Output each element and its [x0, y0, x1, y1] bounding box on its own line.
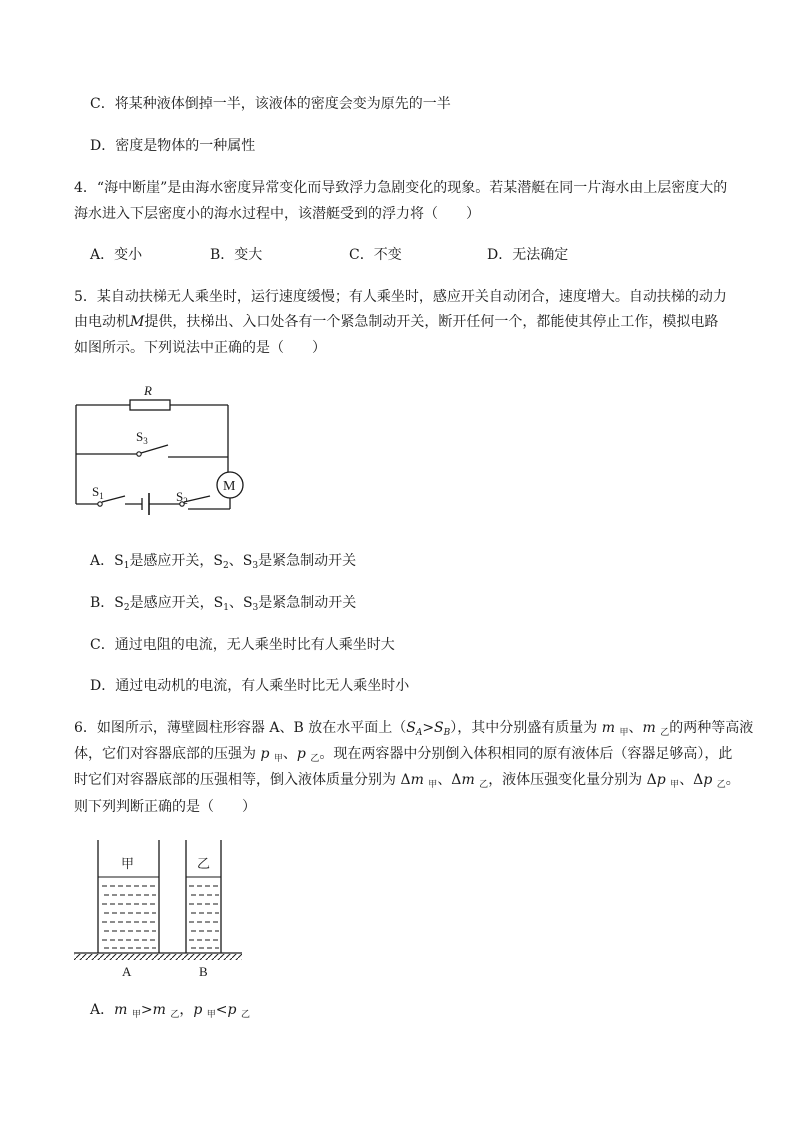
q5-stem-line3: 如图所示。下列说法中正确的是（ ） — [74, 340, 326, 356]
q4-option-b: B．变大 — [210, 247, 263, 263]
q5-stem-line1: 5．某自动扶梯无人乘坐时，运行速度缓慢；有人乘坐时，感应开关自动闭合，速度增大。自动扶梯的动力 — [74, 289, 727, 305]
q4-option-c: C．不变 — [349, 247, 402, 263]
q6-stem-line2: 体，它们对容器底部的压强为 p $_甲$、p $_乙$。现在两容器中分别倒入体积相同的原有液体后（容器足够高），此 — [74, 746, 733, 764]
q6-stem-line1: 6．如图所示，薄壁圆柱形容器 A、B 放在水平面上$(S_A>S_B)$，其中分别盛有质量为 m $_甲$、m $_乙$的两种等高液 — [74, 720, 754, 738]
q5-option-b: B．$S_2$是感应开关，$S_1$、$S_3$是紧急制动开关 — [90, 595, 357, 613]
q4-option-a: A．变小 — [90, 247, 143, 263]
q4-stem-line1: 4．“海中断崖”是由海水密度异常变化而导致浮力急剧变化的现象。若某潜艇在同一片海水由上层密度大的 — [74, 180, 728, 196]
label-b: B — [199, 964, 208, 979]
q4-stem-line2: 海水进入下层密度小的海水过程中，该潜艇受到的浮力将（ ） — [74, 206, 480, 222]
circuit-diagram — [70, 375, 250, 520]
q3-option-d: D．密度是物体的一种属性 — [90, 138, 256, 154]
resistor-label: R — [144, 383, 152, 398]
q4-option-d: D．无法确定 — [487, 247, 569, 263]
q3-option-c: C．将某种液体倒掉一半，该液体的密度会变为原先的一半 — [90, 96, 451, 112]
label-a: A — [122, 964, 132, 979]
label-yi: 乙 — [197, 856, 211, 871]
s1-label: $S_1$ — [92, 484, 104, 501]
motor-label: M — [223, 479, 236, 494]
s3-label: $S_3$ — [136, 429, 148, 446]
q5-option-a: A．$S_1$是感应开关，$S_2$、$S_3$是紧急制动开关 — [90, 553, 357, 571]
containers-diagram — [70, 838, 250, 980]
label-jia: 甲 — [121, 856, 135, 871]
q6-option-a: A．m $_甲$>m $_乙$，p $_甲$<p $_乙$ — [90, 1002, 250, 1020]
resistor — [130, 400, 170, 410]
s2-label: $S_2$ — [176, 489, 188, 506]
q5-stem-line2: 由电动机M提供，扶梯出、入口处各有一个紧急制动开关，断开任何一个，都能使其停止工作，模拟电路 — [74, 314, 719, 330]
q6-stem-line3: 时它们对容器底部的压强相等，倒入液体质量分别为 Δm $_甲$、Δm $_乙$，液体压强变化量分别为 Δp $_甲$、Δp $_乙$。 — [74, 772, 740, 790]
q5-option-d: D．通过电动机的电流，有人乘坐时比无人乘坐时小 — [90, 678, 410, 694]
q5-option-c: C．通过电阻的电流，无人乘坐时比有人乘坐时大 — [90, 637, 395, 653]
q6-stem-line4: 则下列判断正确的是（ ） — [74, 799, 256, 815]
